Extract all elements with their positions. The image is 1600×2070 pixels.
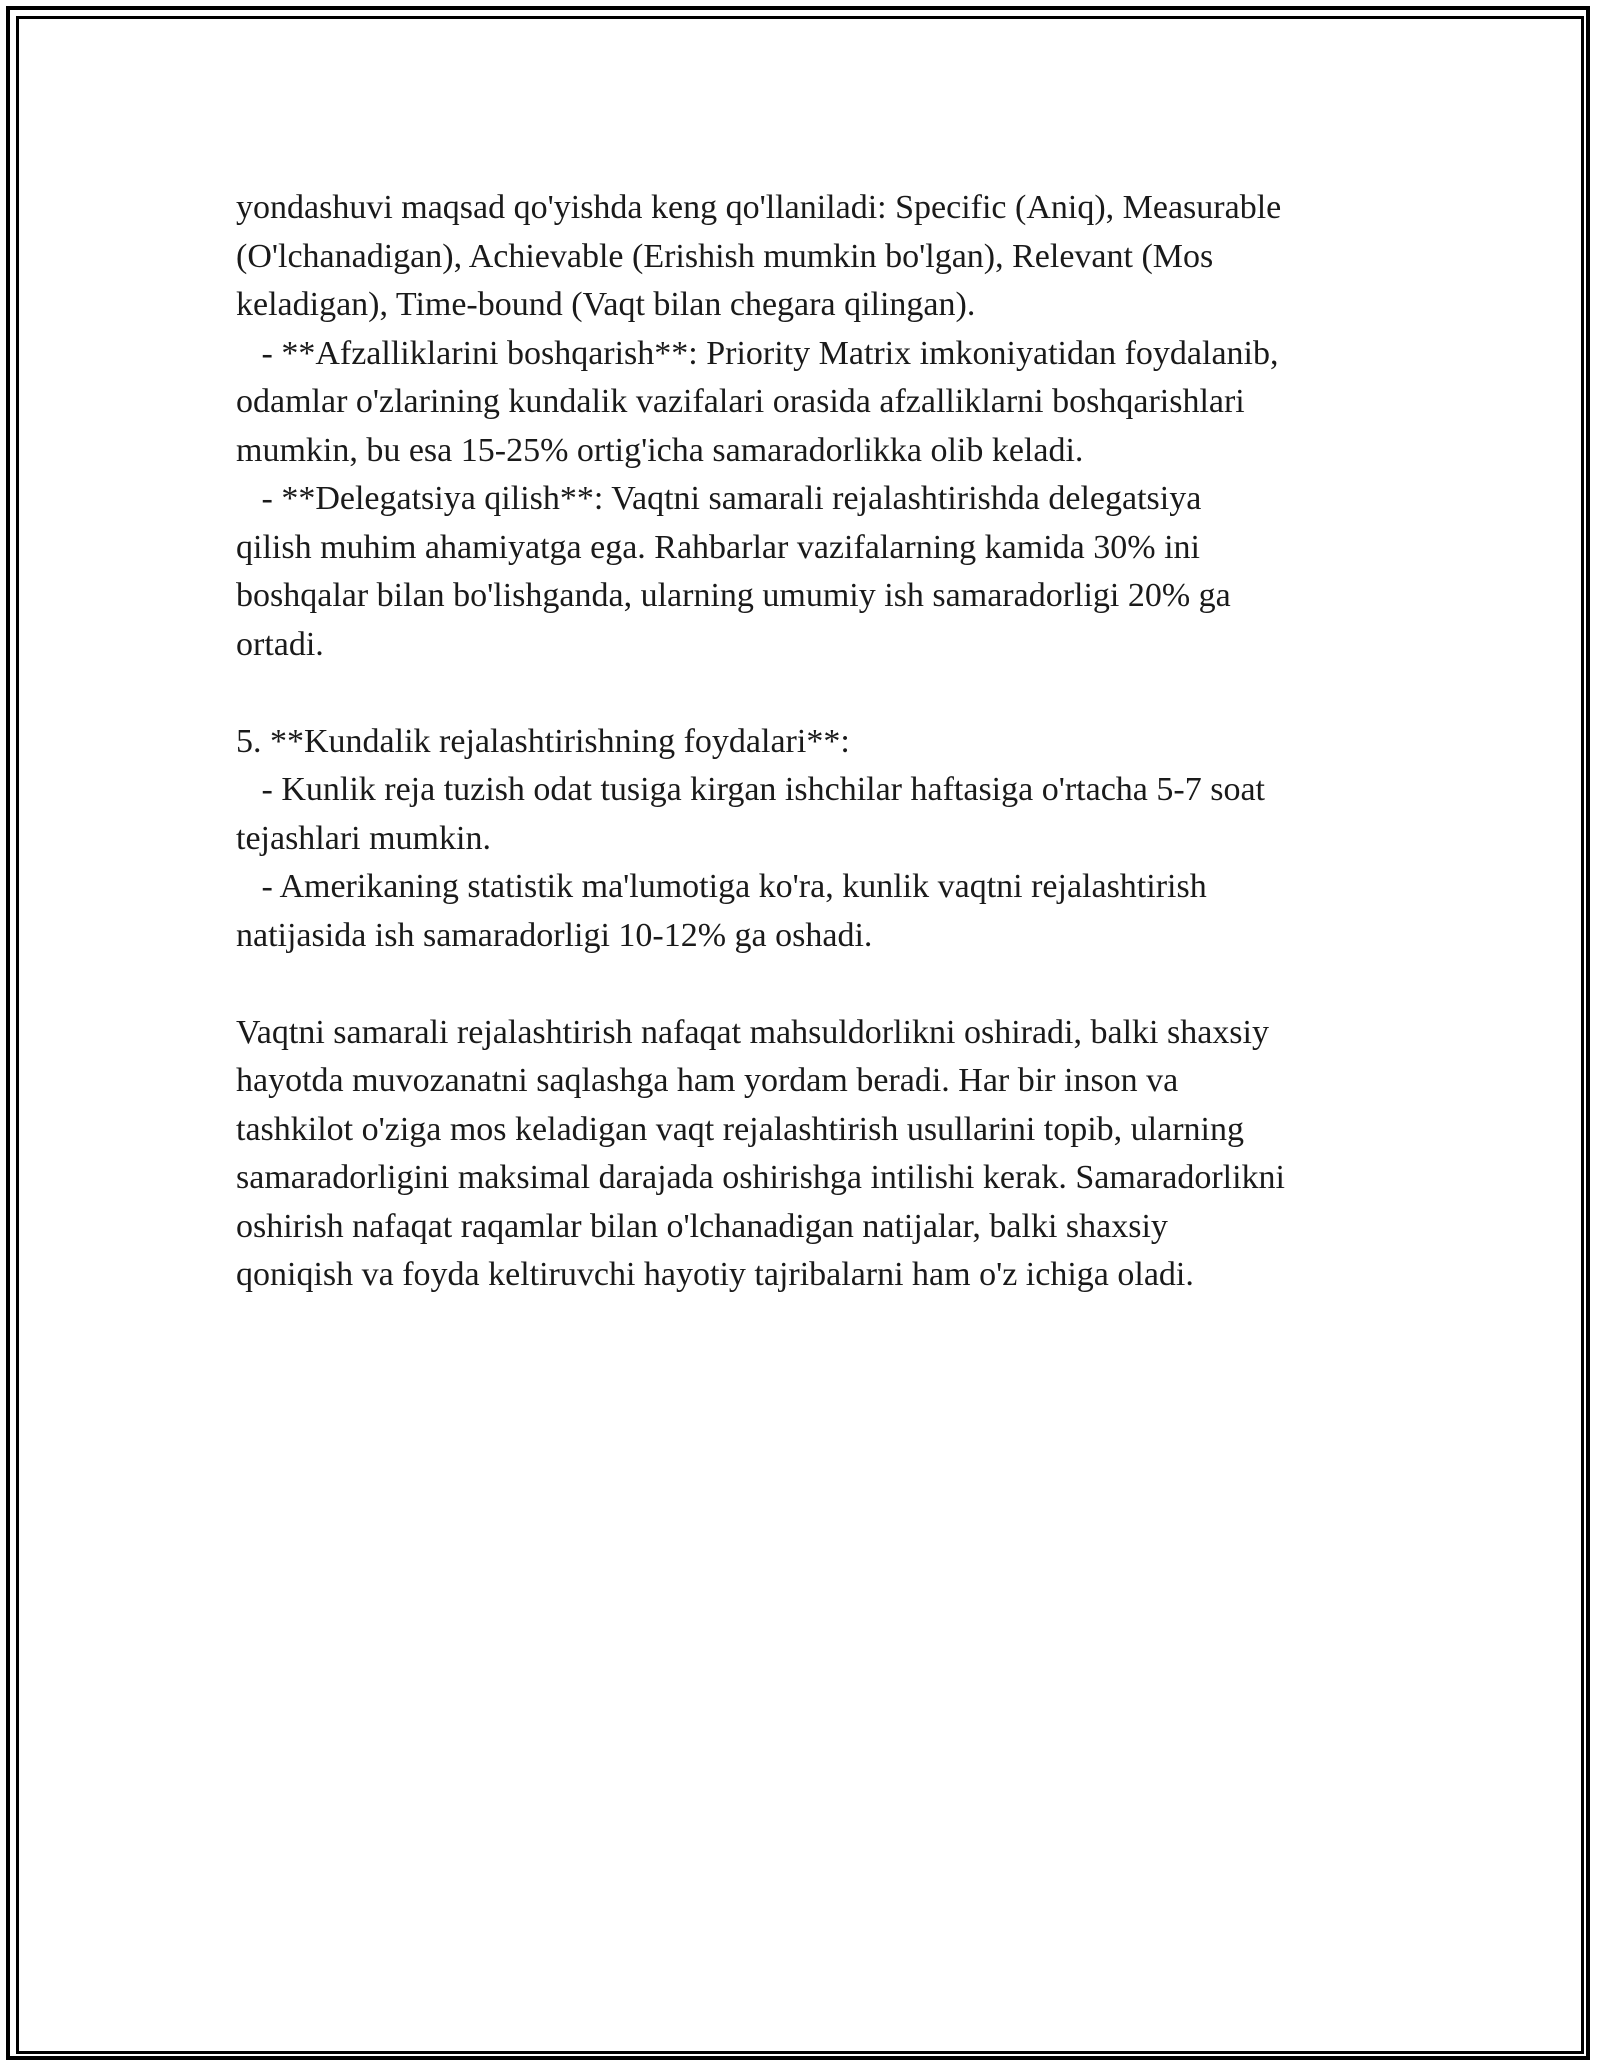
text-line: ortadi. <box>236 625 324 663</box>
text-line: qilish muhim ahamiyatga ega. Rahbarlar vazifalarning kamida 30% ini <box>236 528 1200 566</box>
list-item-daily-plan <box>236 766 1396 863</box>
text-line: tejashlari mumkin. <box>236 819 491 857</box>
text-line: - Kunlik reja tuzish odat tusiga kirgan ishchilar haftasiga o'rtacha 5-7 soat <box>236 771 1265 808</box>
text-line: (O'lchanadigan), Achievable (Erishish mumkin bo'lgan), Relevant (Mos <box>236 237 1214 275</box>
text-line: natijasida ish samaradorligi 10-12% ga oshadi. <box>236 916 873 954</box>
text-line: tashkilot o'ziga mos keladigan vaqt rejalashtirish usullarini topib, ularning <box>236 1110 1244 1148</box>
text-line: odamlar o'zlarining kundalik vazifalari orasida afzalliklarni boshqarishlari <box>236 383 1245 420</box>
paragraph-spacer <box>236 669 1396 718</box>
document-body <box>236 184 1396 1300</box>
conclusion-paragraph <box>236 1009 1396 1300</box>
list-item-delegation <box>236 475 1396 669</box>
text-line: - **Afzalliklarini boshqarish**: Priority Matrix imkoniyatidan foydalanib, <box>236 334 1279 372</box>
text-line: Vaqtni samarali rejalashtirish nafaqat mahsuldorlikni oshiradi, balki shaxsiy <box>236 1013 1269 1051</box>
text-line: boshqalar bilan bo'lishganda, ularning umumiy ish samaradorligi 20% ga <box>236 577 1231 614</box>
text-line: oshirish nafaqat raqamlar bilan o'lchanadigan natijalar, balki shaxsiy <box>236 1207 1168 1245</box>
section-5-heading: 5. **Kundalik rejalashtirishning foydalari**: <box>236 722 850 760</box>
text-line: yondashuvi maqsad qo'yishda keng qo'llaniladi: Specific (Aniq), Measurable <box>236 189 1282 226</box>
text-line: mumkin, bu esa 15-25% ortig'icha samaradorlikka olib keladi. <box>236 431 1084 469</box>
text-line: - **Delegatsiya qilish**: Vaqtni samarali rejalashtirishda delegatsiya <box>236 480 1202 517</box>
list-item-priorities <box>236 330 1396 476</box>
list-item-statistics <box>236 863 1396 960</box>
paragraph-spacer <box>236 960 1396 1009</box>
text-line: hayotda muvozanatni saqlashga ham yordam beradi. Har bir inson va <box>236 1062 1179 1099</box>
text-line: samaradorligini maksimal darajada oshirishga intilishi kerak. Samaradorlikni <box>236 1159 1286 1196</box>
text-line: - Amerikaning statistik ma'lumotiga ko'ra, kunlik vaqtni rejalashtirish <box>236 868 1207 905</box>
smart-paragraph <box>236 184 1396 330</box>
text-line: qoniqish va foyda keltiruvchi hayotiy tajribalarni ham o'z ichiga oladi. <box>236 1256 1194 1293</box>
text-line: keladigan), Time-bound (Vaqt bilan chegara qilingan). <box>236 286 976 323</box>
